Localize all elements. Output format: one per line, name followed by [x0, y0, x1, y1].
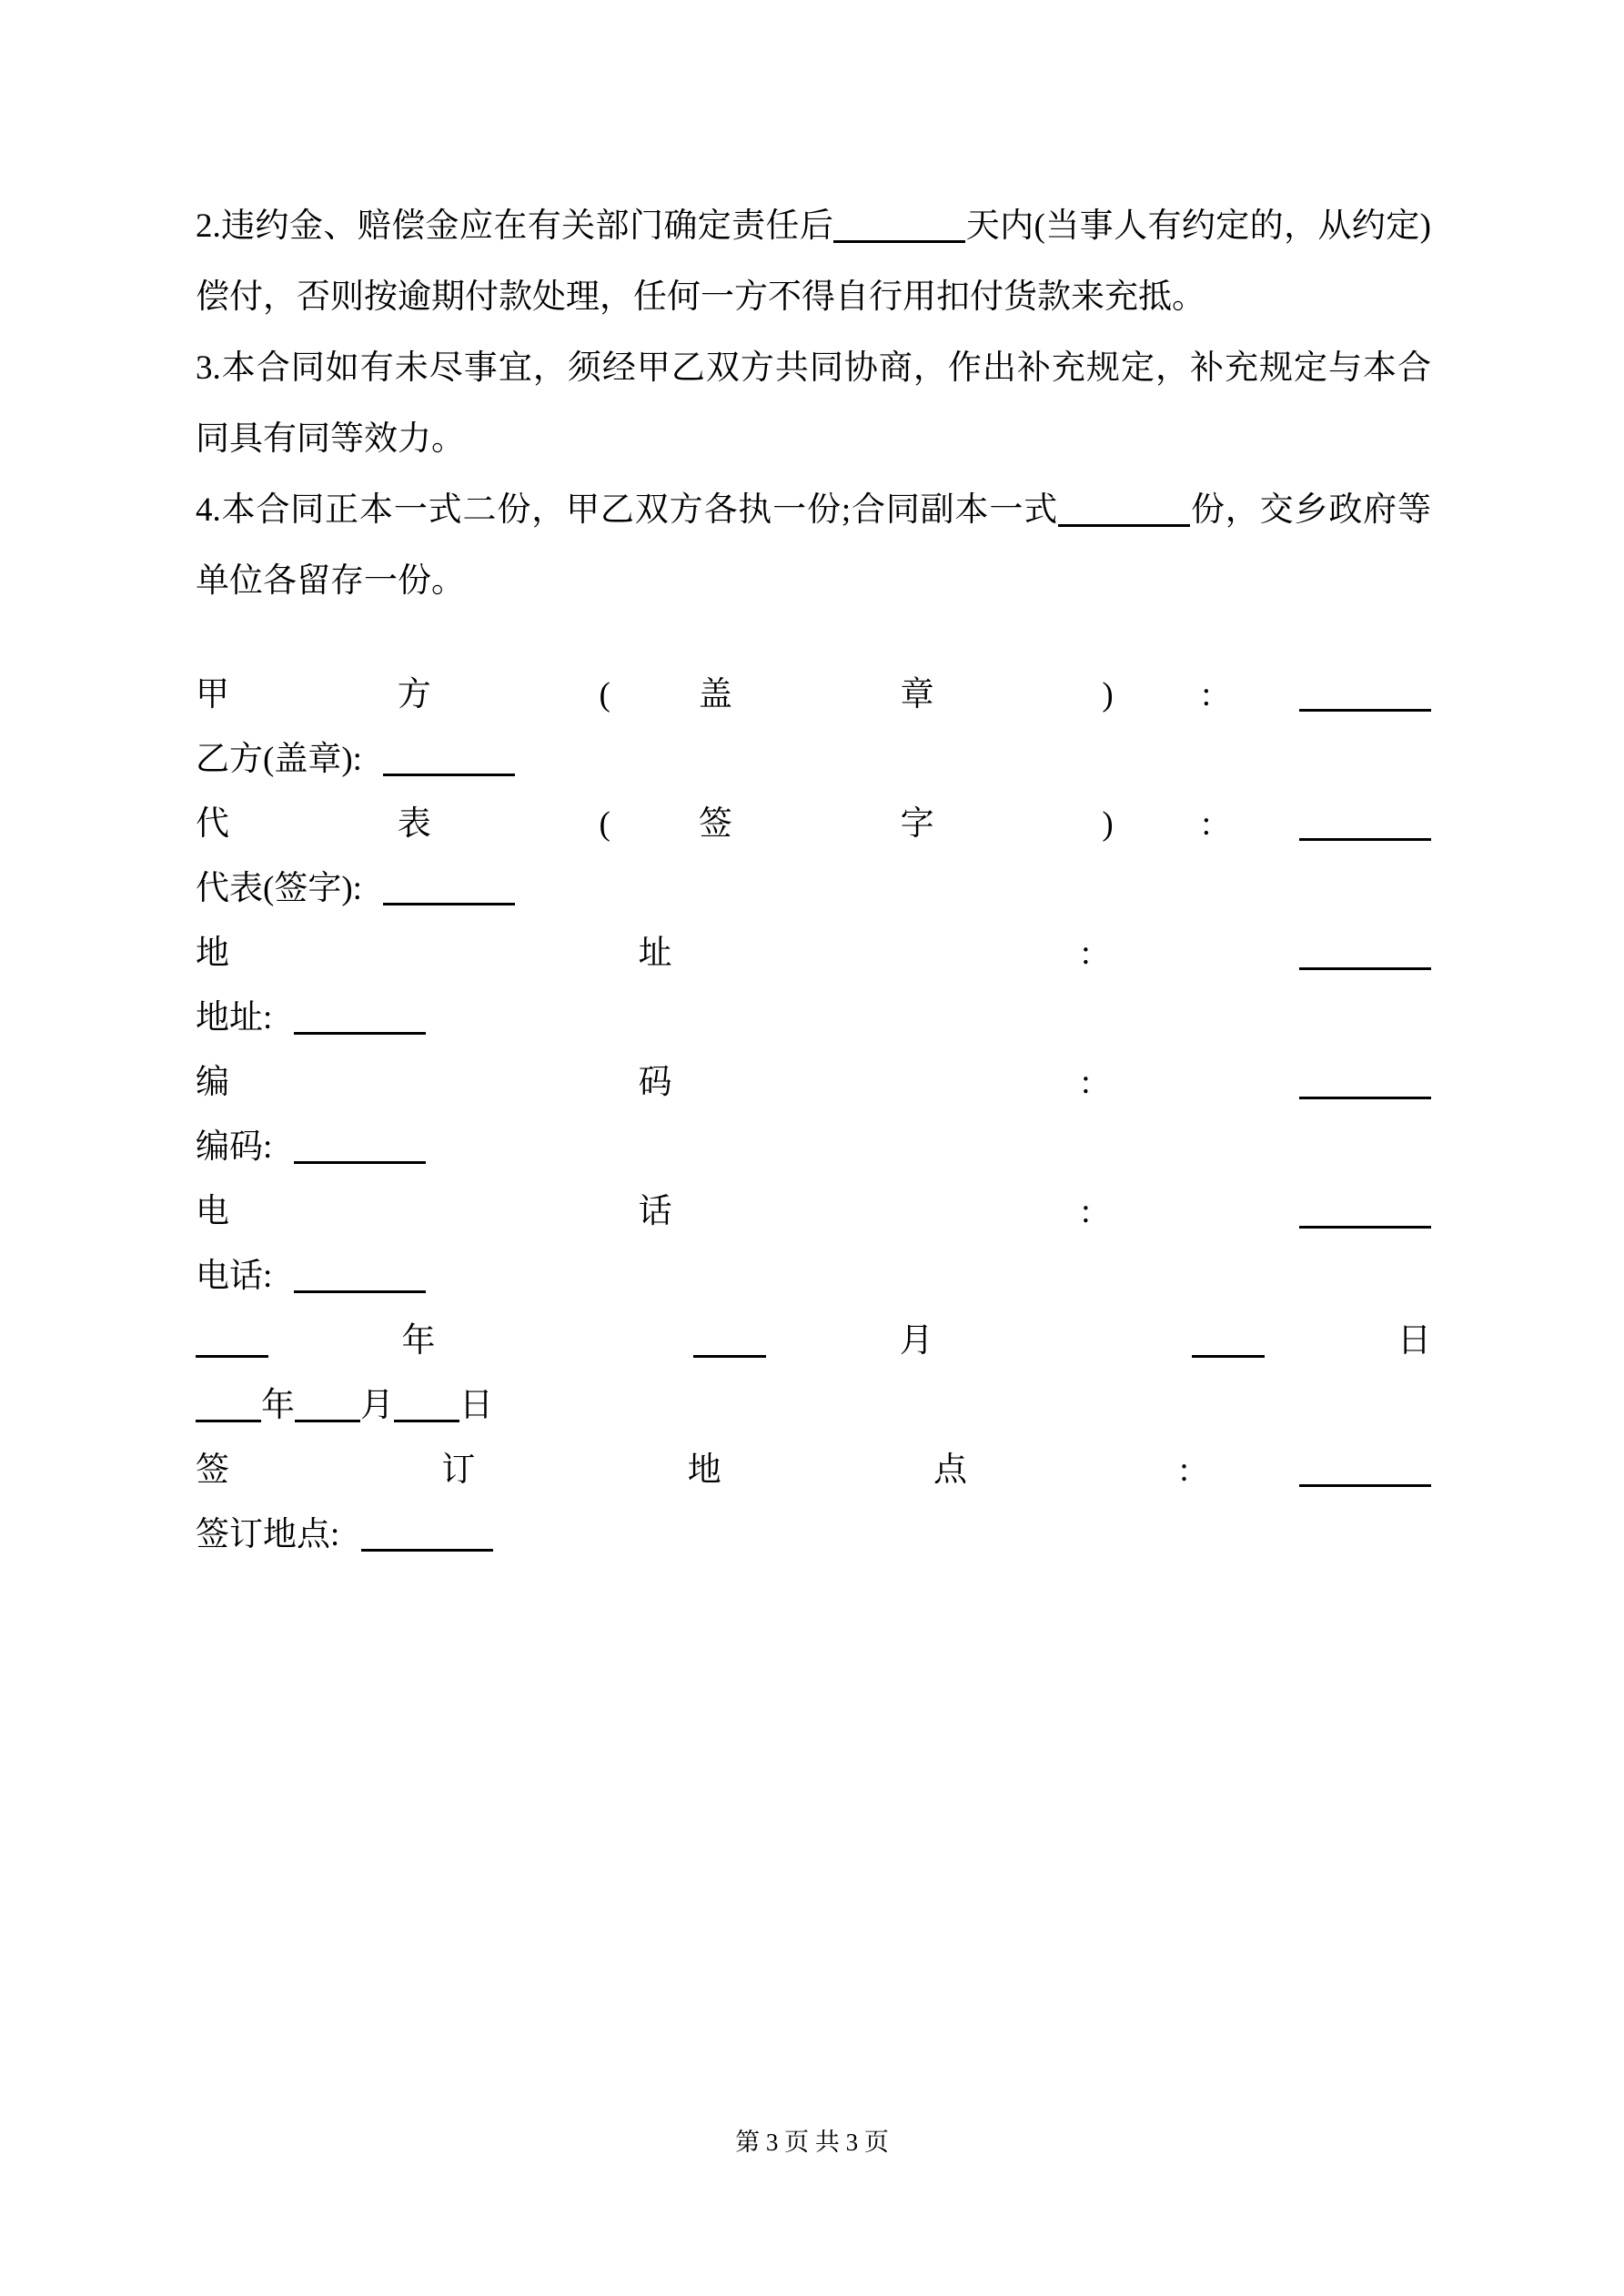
clause-4-copies-blank-field[interactable]: [1058, 518, 1190, 527]
postcode-line-justified: [196, 1050, 1431, 1115]
address-label: 地 址 :: [196, 935, 1299, 972]
clause-2-days-blank-field[interactable]: [833, 234, 965, 243]
phone-line: [196, 1244, 1431, 1309]
year-label-2: 年: [261, 1387, 295, 1424]
clause-4-text-after: 份，交乡政府等单位各留存一份。: [196, 491, 1432, 600]
signing-place-label: 签 订 地 点 :: [196, 1451, 1299, 1489]
signing-place-line: [196, 1502, 1431, 1567]
month-blank-field-2[interactable]: [295, 1413, 360, 1422]
signing-place-blank-field[interactable]: [1299, 1478, 1431, 1487]
representative-sign-label: 代 表 ( 签 字 ) :: [196, 805, 1299, 843]
date-line-justified: [196, 1309, 1431, 1373]
signing-place-label-2: 签订地点:: [196, 1516, 348, 1553]
party-a-seal-label: 甲 方 ( 盖 章 ) :: [196, 676, 1299, 713]
day-label: 日: [1397, 1322, 1431, 1360]
phone-blank-field[interactable]: [1299, 1219, 1431, 1229]
representative-sign-line: [196, 856, 1431, 921]
signing-place-line-justified: [196, 1438, 1431, 1502]
signing-place-blank-field-2[interactable]: [361, 1542, 493, 1552]
representative-sign-line-justified: [196, 792, 1431, 856]
representative-sign-blank-field[interactable]: [1299, 832, 1431, 841]
address-blank-field[interactable]: [1299, 961, 1431, 970]
clause-2-text-after: 天内(当事人有约定的，从约定)偿付，否则按逾期付款处理，任何一方不得自行用扣付货款来充抵。: [196, 207, 1431, 316]
signature-block: [196, 663, 1431, 1567]
address-line: [196, 986, 1431, 1050]
clause-2: [196, 191, 1431, 333]
year-blank-field[interactable]: [196, 1349, 268, 1358]
representative-sign-label-2: 代表(签字):: [196, 870, 371, 907]
month-label: 月: [899, 1322, 1058, 1360]
date-line: [196, 1373, 1431, 1438]
day-label-2: 日: [459, 1387, 493, 1424]
postcode-line: [196, 1115, 1431, 1179]
phone-line-justified: [196, 1179, 1431, 1244]
year-label: 年: [401, 1322, 560, 1360]
postcode-blank-field[interactable]: [1299, 1090, 1431, 1099]
clause-3-text: 3.本合同如有未尽事宜，须经甲乙双方共同协商，作出补充规定，补充规定与本合同具有同等效力。: [196, 349, 1431, 458]
party-b-seal-label: 乙方(盖章):: [196, 741, 371, 778]
month-label-2: 月: [360, 1387, 394, 1424]
clause-3: [196, 333, 1431, 475]
clause-4-text-before: 4.本合同正本一式二份，甲乙双方各执一份;合同副本一式: [196, 491, 1059, 529]
representative-sign-blank-field-2[interactable]: [383, 896, 515, 905]
phone-label: 电 话 :: [196, 1193, 1299, 1230]
contract-body: [196, 191, 1431, 1567]
party-a-seal-blank-field[interactable]: [1299, 703, 1431, 712]
postcode-blank-field-2[interactable]: [294, 1155, 426, 1164]
clause-2-text-before: 2.违约金、赔偿金应在有关部门确定责任后: [196, 207, 834, 245]
clause-4: [196, 475, 1431, 617]
day-blank-field[interactable]: [1192, 1349, 1265, 1358]
address-line-justified: [196, 921, 1431, 986]
party-b-seal-blank-field[interactable]: [383, 767, 515, 776]
page-number-footer: 第 3 页 共 3 页: [735, 2129, 889, 2156]
address-blank-field-2[interactable]: [294, 1026, 426, 1035]
party-b-seal-line: [196, 727, 1431, 792]
party-a-seal-line-justified: [196, 663, 1431, 727]
day-blank-field-2[interactable]: [394, 1413, 459, 1422]
month-blank-field[interactable]: [693, 1349, 766, 1358]
phone-blank-field-2[interactable]: [294, 1284, 426, 1293]
phone-label-2: 电话:: [196, 1258, 281, 1295]
postcode-label: 编 码 :: [196, 1064, 1299, 1101]
address-label-2: 地址:: [196, 999, 281, 1037]
year-blank-field-2[interactable]: [196, 1413, 261, 1422]
postcode-label-2: 编码:: [196, 1128, 281, 1166]
